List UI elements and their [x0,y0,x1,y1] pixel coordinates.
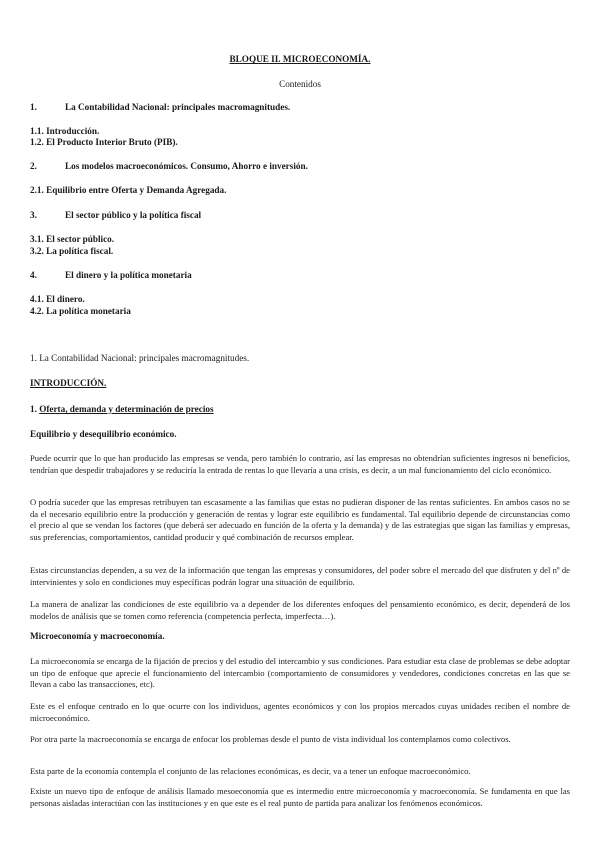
toc-title: Los modelos macroeconómicos. Consumo, Ahorro e inversión. [65,161,308,171]
document-title: BLOQUE II. MICROECONOMÍA. [229,54,371,64]
paragraph: Este es el enfoque centrado en lo que ocurre con los individuos, agentes económicos y con los propios mercados cuyas unidades reciben el nombre de microeconómico. [30,701,570,723]
intro-heading: INTRODUCCIÓN. [30,378,107,388]
toc-number: 4. [30,270,37,280]
toc-number: 2. [30,161,37,171]
toc-item: 4.1. El dinero. [30,294,85,304]
toc-item: 1.2. El Producto Interior Bruto (PIB). [30,137,178,147]
paragraph: Estas circunstancias dependen, a su vez de la información que tengan las empresas y consumidores, del poder sobre el mercado del que disfruten y del nº de intervinientes y solo en condiciones muy específicas podrán lograr una situación de equilibrio. [30,565,570,587]
section-heading: 1. La Contabilidad Nacional: principales macromagnitudes. [30,353,250,363]
paragraph: Esta parte de la economía contempla el conjunto de las relaciones económicas, es decir, va a tener un enfoque macroeconómico. [30,766,471,776]
toc-item: 1.1. Introducción. [30,126,100,136]
contents-label: Contenidos [279,79,321,89]
heading-equilibrio: Equilibrio y desequilibrio económico. [30,429,177,439]
toc-item: 4.2. La política monetaria [30,306,131,316]
toc-title: El sector público y la política fiscal [65,210,202,220]
paragraph: La manera de analizar las condiciones de este equilibrio va a depender de los diferentes enfoques del pensamiento económico, es decir, dependerá de los modelos de análisis que se tomen como referencia (competencia perfecta, imperfecta…). [30,599,570,621]
paragraph: O podría suceder que las empresas retribuyen tan escasamente a las familias que estas no pudieran disponer de las rentas suficientes. En ambos casos no se da el necesario equilibrio entre la producción y generación de rentas y lograr este equilibrio es fundamental. Tal equilibrio depende de circunstancias como el precio al que se vendan los factores (que deberá ser adecuado en función de la oferta y la demanda) y de las estrategias que sigan las familias y empresas, sus preferencias, comportamientos, cantidad producir y qué combinación de recursos emplear. [30,497,570,542]
toc-number: 3. [30,210,37,220]
toc-item: 2.1. Equilibrio entre Oferta y Demanda Agregada. [30,185,227,195]
subsection-number: 1. [30,404,40,414]
paragraph: Por otra parte la macroeconomía se encarga de enfocar los problemas desde el punto de vista individual los contemplamos como colectivos. [30,734,511,744]
toc-number: 1. [30,102,37,112]
toc-item: 3.2. La política fiscal. [30,246,114,256]
paragraph: La microeconomía se encarga de la fijación de precios y del estudio del intercambio y sus condiciones. Para estudiar esta clase de problemas se debe adoptar un tipo de enfoque que aprecie el funcionamiento del intercambio (comportamiento de consumidores y vendedores, condiciones concretas en las que se llevan a cabo las transacciones, etc). [30,656,570,690]
paragraph: Puede ocurrir que lo que han producido las empresas se venda, pero también lo contrario, así las empresas no obtendrían suficientes ingresos ni beneficios, tendrían que despedir trabajadores y se reduciría la entrada de rentas lo que llevaría a una crisis, es decir, a un mal funcionamiento del ciclo económico. [30,453,570,475]
subsection-title: Oferta, demanda y determinación de precios [39,404,214,414]
toc-item: 3.1. El sector público. [30,234,115,244]
paragraph: Existe un nuevo tipo de enfoque de análisis llamado mesoeconomía que es intermedio entre microeconomía y macroeconomía. Se fundamenta en que las personas aisladas interactúan con las instituciones y en que este es el real punto de partida para analizar los fenómenos económicos. [30,786,570,808]
subsection-heading [30,404,214,415]
heading-micro-macro: Microeconomía y macroeconomía. [30,631,165,641]
toc-title: El dinero y la política monetaria [65,270,192,280]
toc-title: La Contabilidad Nacional: principales macromagnitudes. [65,102,291,112]
